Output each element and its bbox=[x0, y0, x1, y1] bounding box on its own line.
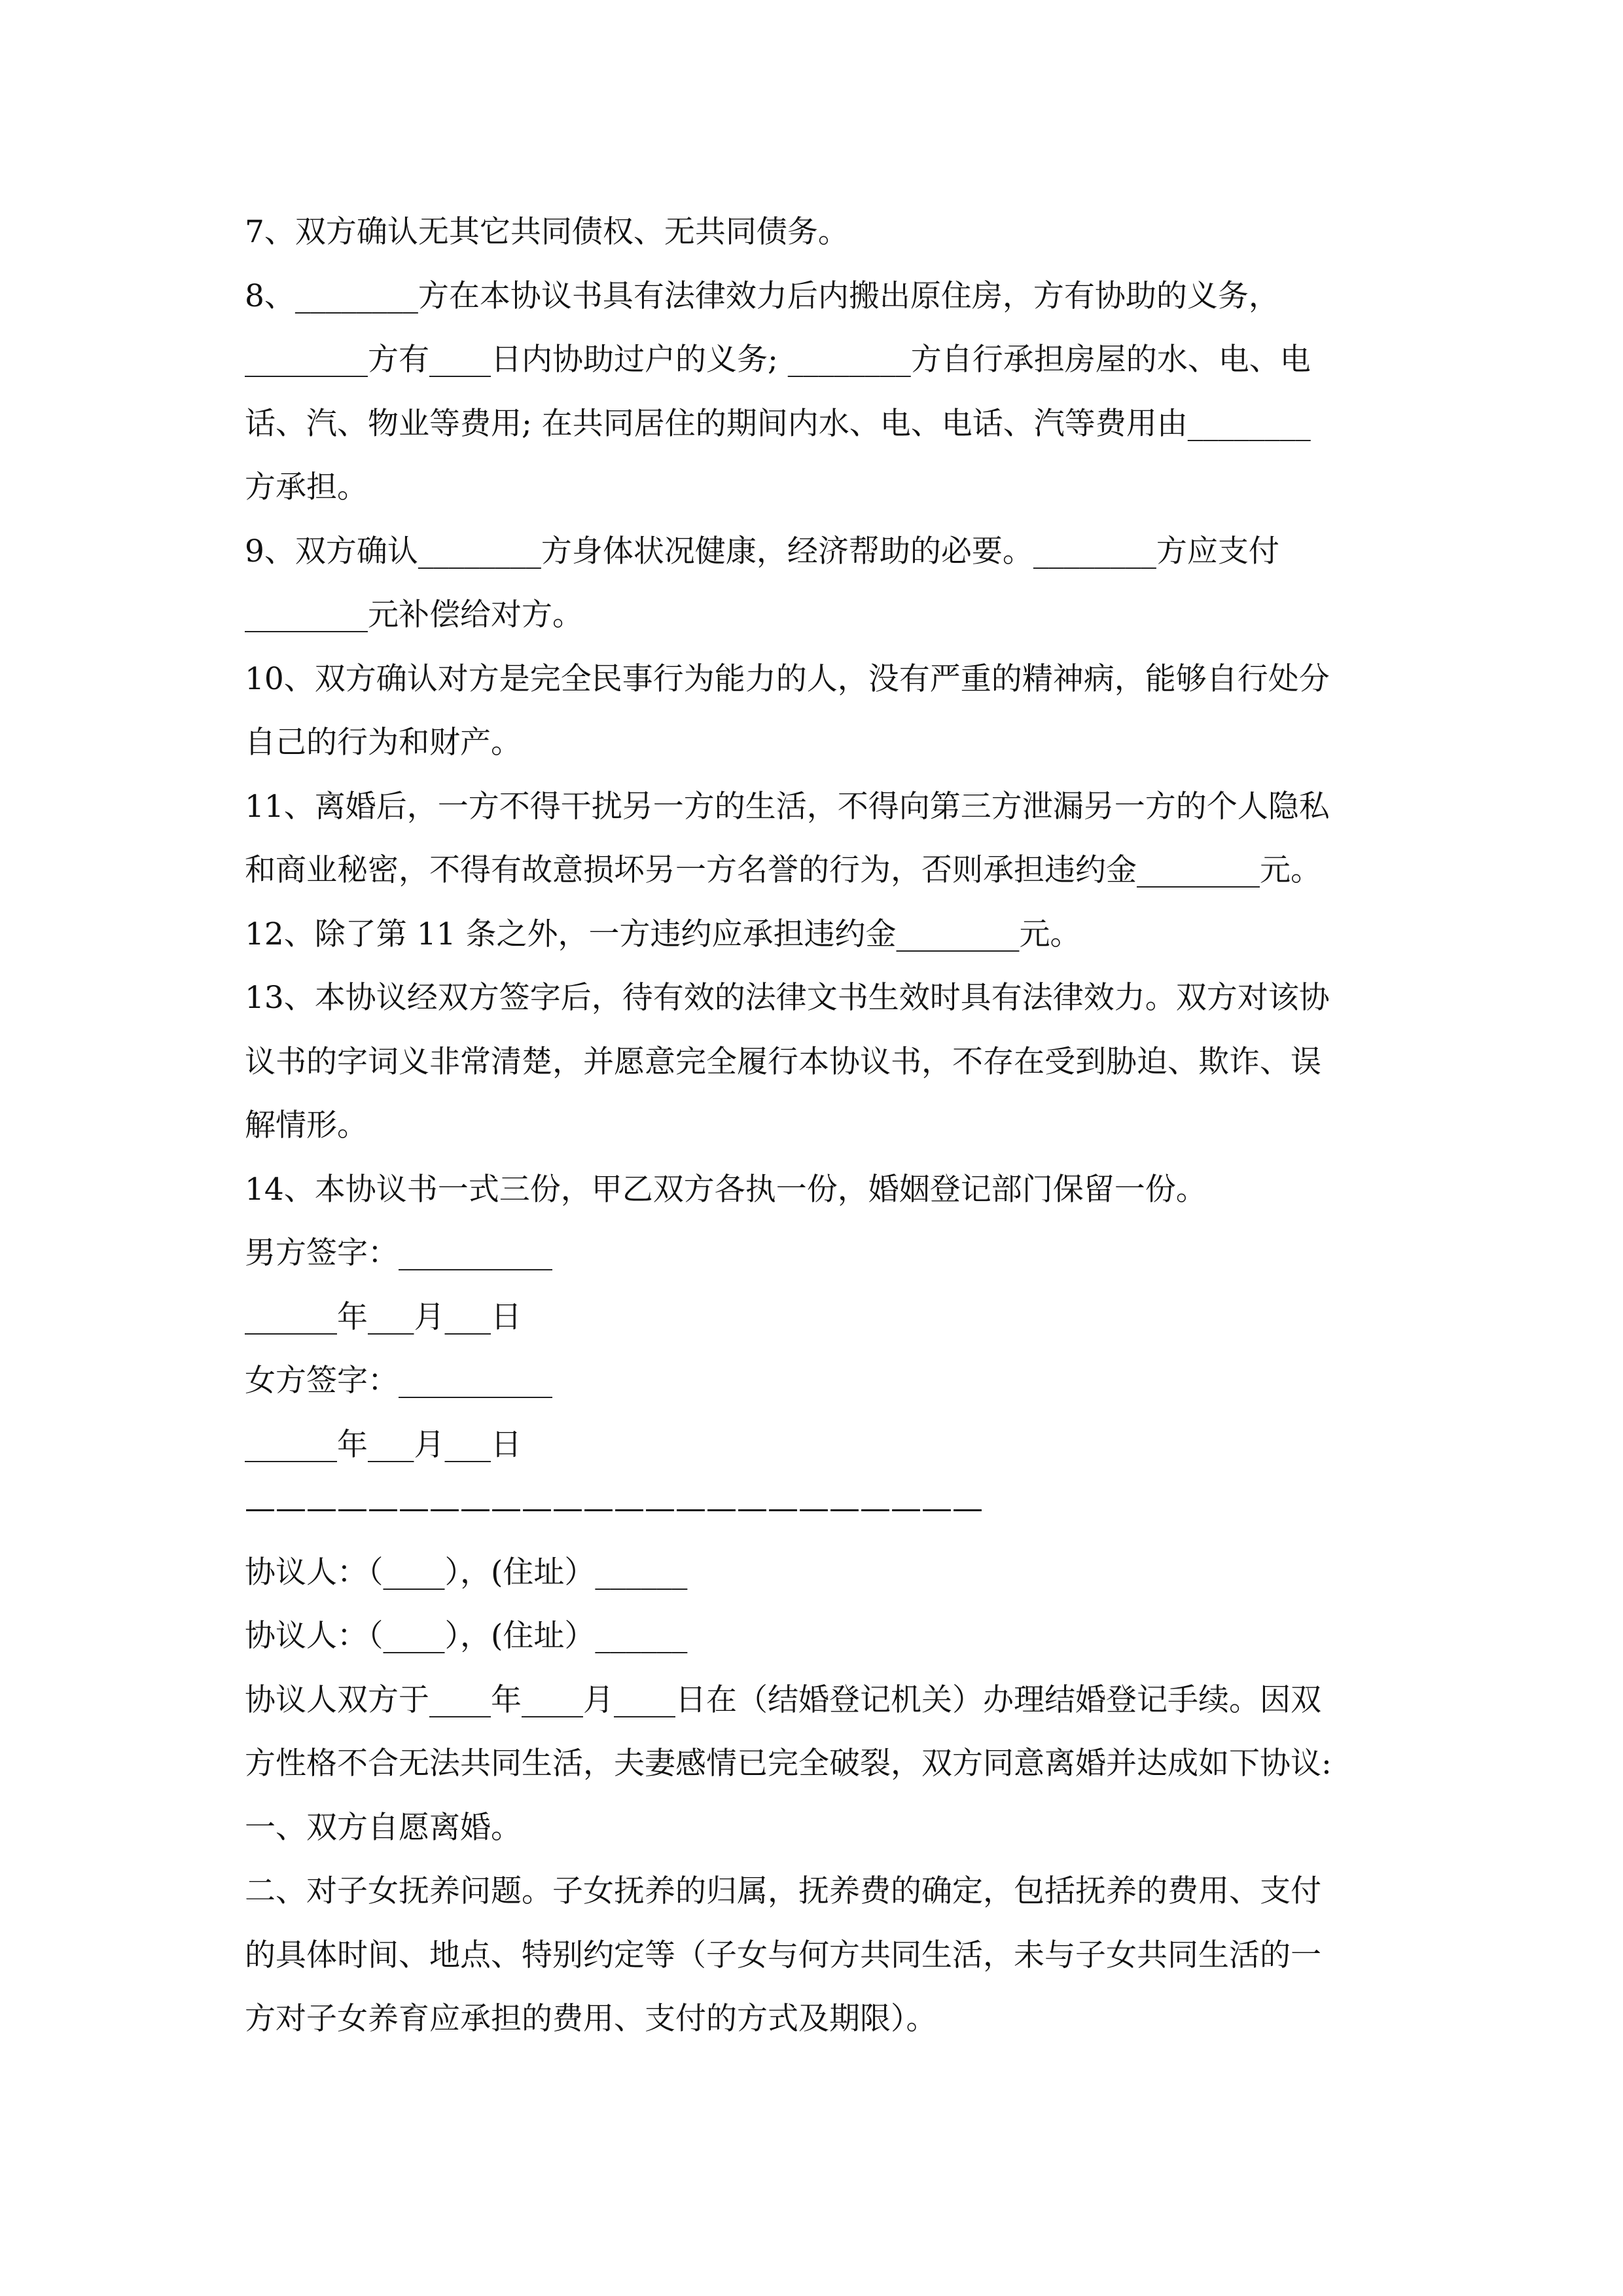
party-line-2: 协议人：（____），(住址）______ bbox=[245, 1618, 688, 1654]
clause-11-line-1: 11、离婚后，一方不得干扰另一方的生活，不得向第三方泄漏另一方的个人隐私 bbox=[245, 788, 1330, 825]
clause-8-line-4: 方承担。 bbox=[245, 469, 368, 505]
clause-10-line-1: 10、双方确认对方是完全民事行为能力的人，没有严重的精神病，能够自行处分 bbox=[245, 660, 1330, 697]
male-signature-line: 男方签字：__________ bbox=[245, 1235, 552, 1271]
agreement-intro-line-1: 协议人双方于____年____月____日在（结婚登记机关）办理结婚登记手续。因双 bbox=[245, 1681, 1321, 1718]
clause-8-line-2: ________方有____日内协助过户的义务; ________方自行承担房屋的水、电、电 bbox=[245, 342, 1311, 378]
article-2-line-2: 的具体时间、地点、特别约定等（子女与何方共同生活，未与子女共同生活的一 bbox=[245, 1937, 1321, 1973]
section-divider: ———————————————————————— bbox=[245, 1490, 983, 1526]
clause-13-line-3: 解情形。 bbox=[245, 1107, 368, 1143]
clause-9-line-1: 9、双方确认________方身体状况健康，经济帮助的必要。________方应支付 bbox=[245, 533, 1279, 569]
clause-7-line: 7、双方确认无其它共同债权、无共同债务。 bbox=[245, 214, 849, 250]
article-1-line: 一、双方自愿离婚。 bbox=[245, 1809, 522, 1846]
clause-9-line-2: ________元补偿给对方。 bbox=[245, 597, 583, 633]
clause-10-line-2: 自己的行为和财产。 bbox=[245, 725, 522, 761]
party-line-1: 协议人：（____），(住址）______ bbox=[245, 1554, 688, 1590]
female-signature-line: 女方签字：__________ bbox=[245, 1363, 552, 1399]
document-body bbox=[245, 200, 1410, 2051]
article-2-line-1: 二、对子女抚养问题。子女抚养的归属，抚养费的确定，包括抚养的费用、支付 bbox=[245, 1873, 1321, 1909]
clause-11-line-2: 和商业秘密，不得有故意损坏另一方名誉的行为，否则承担违约金________元。 bbox=[245, 852, 1321, 888]
clause-8-line-3: 话、汽、物业等费用; 在共同居住的期间内水、电、电话、汽等费用由________ bbox=[245, 405, 1311, 442]
female-signature-date: ______年___月___日 bbox=[245, 1426, 522, 1463]
clause-13-line-2: 议书的字词义非常清楚，并愿意完全履行本协议书，不存在受到胁迫、欺诈、误 bbox=[245, 1043, 1321, 1080]
clause-8-line-1: 8、________方在本协议书具有法律效力后内搬出原住房，方有协助的义务， bbox=[245, 278, 1279, 314]
clause-14-line: 14、本协议书一式三份，甲乙双方各执一份，婚姻登记部门保留一份。 bbox=[245, 1171, 1207, 1208]
article-2-line-3: 方对子女养育应承担的费用、支付的方式及期限）。 bbox=[245, 2001, 937, 2037]
clause-12-line: 12、除了第 11 条之外，一方违约应承担违约金________元。 bbox=[245, 916, 1081, 952]
male-signature-date: ______年___月___日 bbox=[245, 1299, 522, 1335]
agreement-intro-line-2: 方性格不合无法共同生活，夫妻感情已完全破裂，双方同意离婚并达成如下协议: bbox=[245, 1746, 1332, 1782]
clause-13-line-1: 13、本协议经双方签字后，待有效的法律文书生效时具有法律效力。双方对该协 bbox=[245, 980, 1330, 1016]
